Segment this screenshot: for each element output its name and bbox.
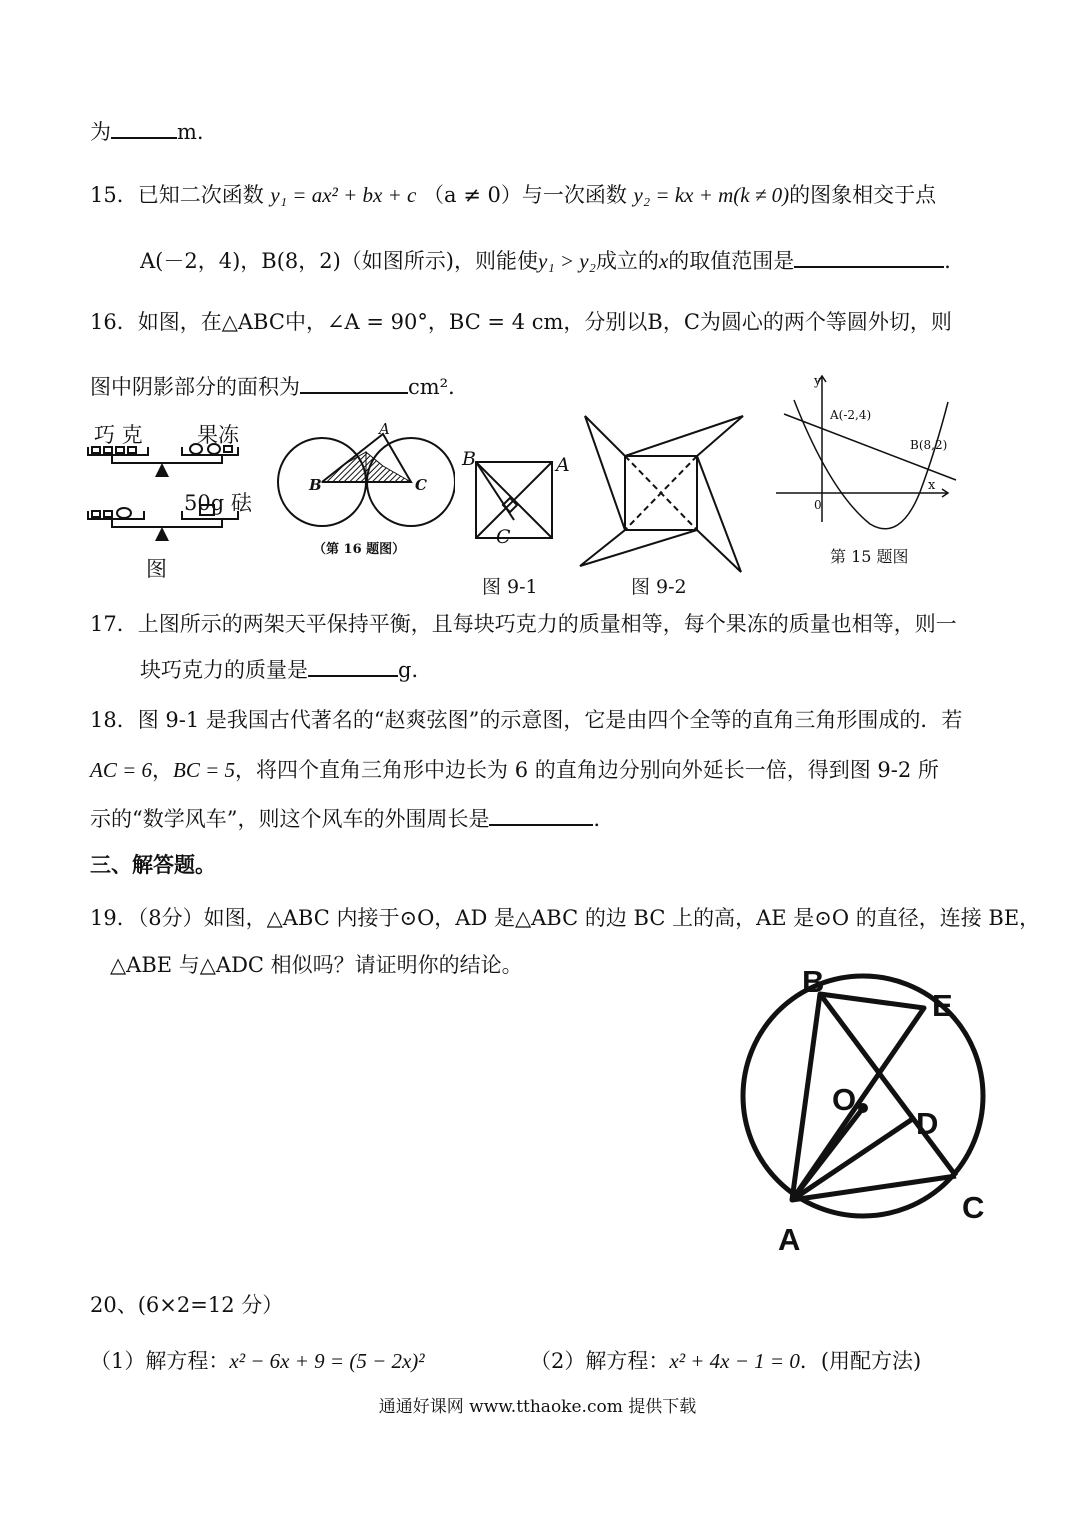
figure-9-2-drawing xyxy=(575,410,750,580)
q15-line2: A(－2，4)，B(8，2)（如图所示)，则能使y₁ > y₂成立的x的取值范围是 ． xyxy=(140,244,965,276)
answer-blank[interactable] xyxy=(794,244,944,268)
balance-drawing xyxy=(82,415,272,585)
q17-line2: 块巧克力的质量是 g． xyxy=(140,653,432,685)
answer-blank[interactable] xyxy=(308,653,398,677)
q20-part2: （2）解方程：x² + 4x − 1 = 0．(用配方法) xyxy=(530,1349,922,1373)
q18-line3: 示的“数学风车”，则这个风车的外围周长是 ． xyxy=(90,802,614,834)
q18-line2: AC = 6，BC = 5，将四个直角三角形中边长为 6 的直角边分别向外延长一倍，得到图 9-2 所 xyxy=(90,758,939,782)
q15-line1: 15．已知二次函数 y₁ = ax² + bx + c （a ≠ 0）与一次函数 y₂ = kx + m(k ≠ 0)的图象相交于点 xyxy=(90,183,937,207)
q19-line2: △ABE 与△ADC 相似吗？请证明你的结论。 xyxy=(110,953,523,977)
figure-9-2: 图 9-2 xyxy=(575,410,750,600)
q20-part1: （1）解方程：x² − 6x + 9 = (5 − 2x)² xyxy=(90,1349,425,1373)
answer-blank[interactable] xyxy=(489,802,593,826)
answer-blank[interactable] xyxy=(300,370,408,394)
q18-line1: 18．图 9-1 是我国古代著名的“赵爽弦图”的示意图，它是由四个全等的直角三角形围成的．若 xyxy=(90,708,963,732)
balance-figure: 巧 克 果冻 50g 砝 图 xyxy=(82,415,272,585)
q17-line1: 17．上图所示的两架天平保持平衡，且每块巧克力的质量相等，每个果冻的质量也相等，则一 xyxy=(90,612,957,636)
q19-line1: 19．（8分）如图，△ABC 内接于⊙O，AD 是△ABC 的边 BC 上的高，AE 是⊙O 的直径，连接 BE， xyxy=(90,906,1041,930)
answer-blank[interactable] xyxy=(111,115,177,139)
footer: 通通好课网 www.tthaoke.com 提供下载 xyxy=(378,1397,697,1417)
figure-16: A B C （第 16 题图） xyxy=(275,420,455,560)
figure-9-1: B A C 图 9-1 xyxy=(460,448,580,598)
figure-15-drawing xyxy=(770,372,970,537)
q20-header: 20、(6×2=12 分） xyxy=(90,1293,284,1317)
q16-line1: 16．如图，在△ABC中，∠A = 90°，BC = 4 cm，分别以B，C为圆心的两个等圆外切，则 xyxy=(90,310,952,334)
q16-line2: 图中阴影部分的面积为 cm²． xyxy=(90,370,469,402)
figure-19: B E O D C A xyxy=(740,968,1000,1268)
figure-15: y A(-2,4) B(8,2) x 0 第 15 题图 xyxy=(770,372,970,572)
section-title: 三、解答题。 xyxy=(90,852,216,877)
q14-tail: 为 m. xyxy=(90,115,204,147)
